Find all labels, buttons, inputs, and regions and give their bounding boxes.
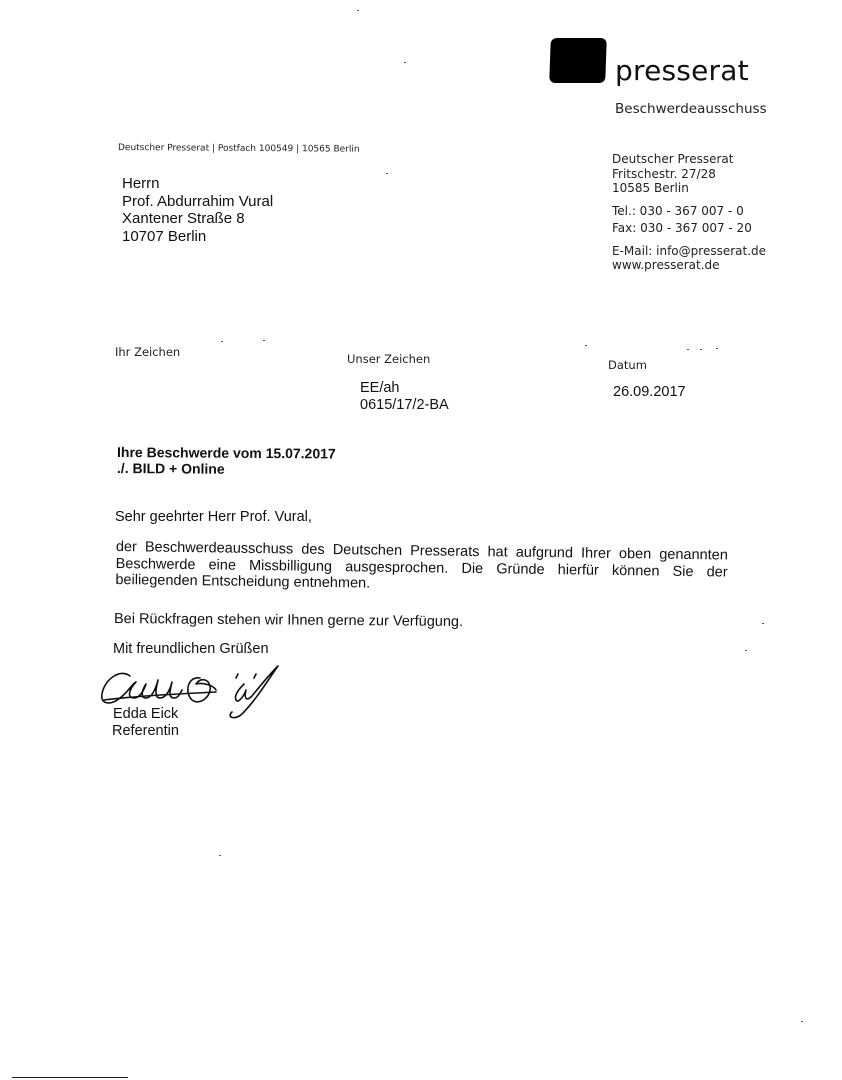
contact-web: www.presserat.de bbox=[612, 258, 720, 272]
signer-name: Edda Eick bbox=[113, 706, 179, 722]
recipient-address bbox=[122, 175, 273, 245]
letter-paragraph-2: Bei Rückfragen stehen wir Ihnen gerne zur Verfügung. bbox=[113, 611, 464, 631]
contact-city: 10585 Berlin bbox=[612, 181, 689, 195]
unser-zeichen-line1: EE/ah bbox=[360, 380, 400, 396]
datum-value: 26.09.2017 bbox=[613, 384, 686, 400]
signer-title: Referentin bbox=[112, 723, 179, 739]
contact-org: Deutscher Presserat bbox=[612, 152, 734, 166]
subject-line2: ./. BILD + Online bbox=[116, 460, 225, 477]
unser-zeichen-line2: 0615/17/2-BA bbox=[360, 397, 449, 413]
footer-rule bbox=[12, 1077, 128, 1078]
letter-closing: Mit freundlichen Grüßen bbox=[113, 641, 269, 657]
letter-greeting: Sehr geehrter Herr Prof. Vural, bbox=[115, 509, 312, 525]
ihr-zeichen-label: Ihr Zeichen bbox=[115, 345, 181, 359]
letter-subject bbox=[117, 444, 336, 478]
subject-line1: Ihre Beschwerde vom 15.07.2017 bbox=[117, 444, 336, 462]
recipient-name: Prof. Abdurrahim Vural bbox=[122, 192, 274, 210]
contact-tel: Tel.: 030 - 367 007 - 0 bbox=[612, 203, 744, 218]
logo-wordmark: presserat bbox=[615, 54, 749, 87]
datum-label: Datum bbox=[608, 358, 647, 372]
letter-paragraph-1: der Beschwerdeausschuss des Deutschen Presserats hat aufgrund Ihrer oben genannten Beschwerde eine Missbilligung ausgesprochen. Die Gründe hierfür können Sie der beiliegenden Entscheidung entnehmen. bbox=[115, 539, 728, 592]
recipient-city: 10707 Berlin bbox=[122, 227, 207, 245]
logo-mark bbox=[549, 38, 607, 83]
unser-zeichen-label: Unser Zeichen bbox=[347, 352, 431, 366]
logo-subtitle: Beschwerdeausschuss bbox=[615, 101, 767, 117]
recipient-salutation: Herrn bbox=[122, 175, 160, 192]
contact-fax: Fax: 030 - 367 007 - 20 bbox=[612, 221, 752, 235]
contact-street: Fritschestr. 27/28 bbox=[612, 166, 716, 181]
recipient-street: Xantener Straße 8 bbox=[122, 210, 245, 227]
sender-return-address: Deutscher Presserat | Postfach 100549 | 10565 Berlin bbox=[117, 143, 360, 155]
contact-email: E-Mail: info@presserat.de bbox=[612, 243, 767, 258]
contact-block bbox=[612, 152, 766, 273]
